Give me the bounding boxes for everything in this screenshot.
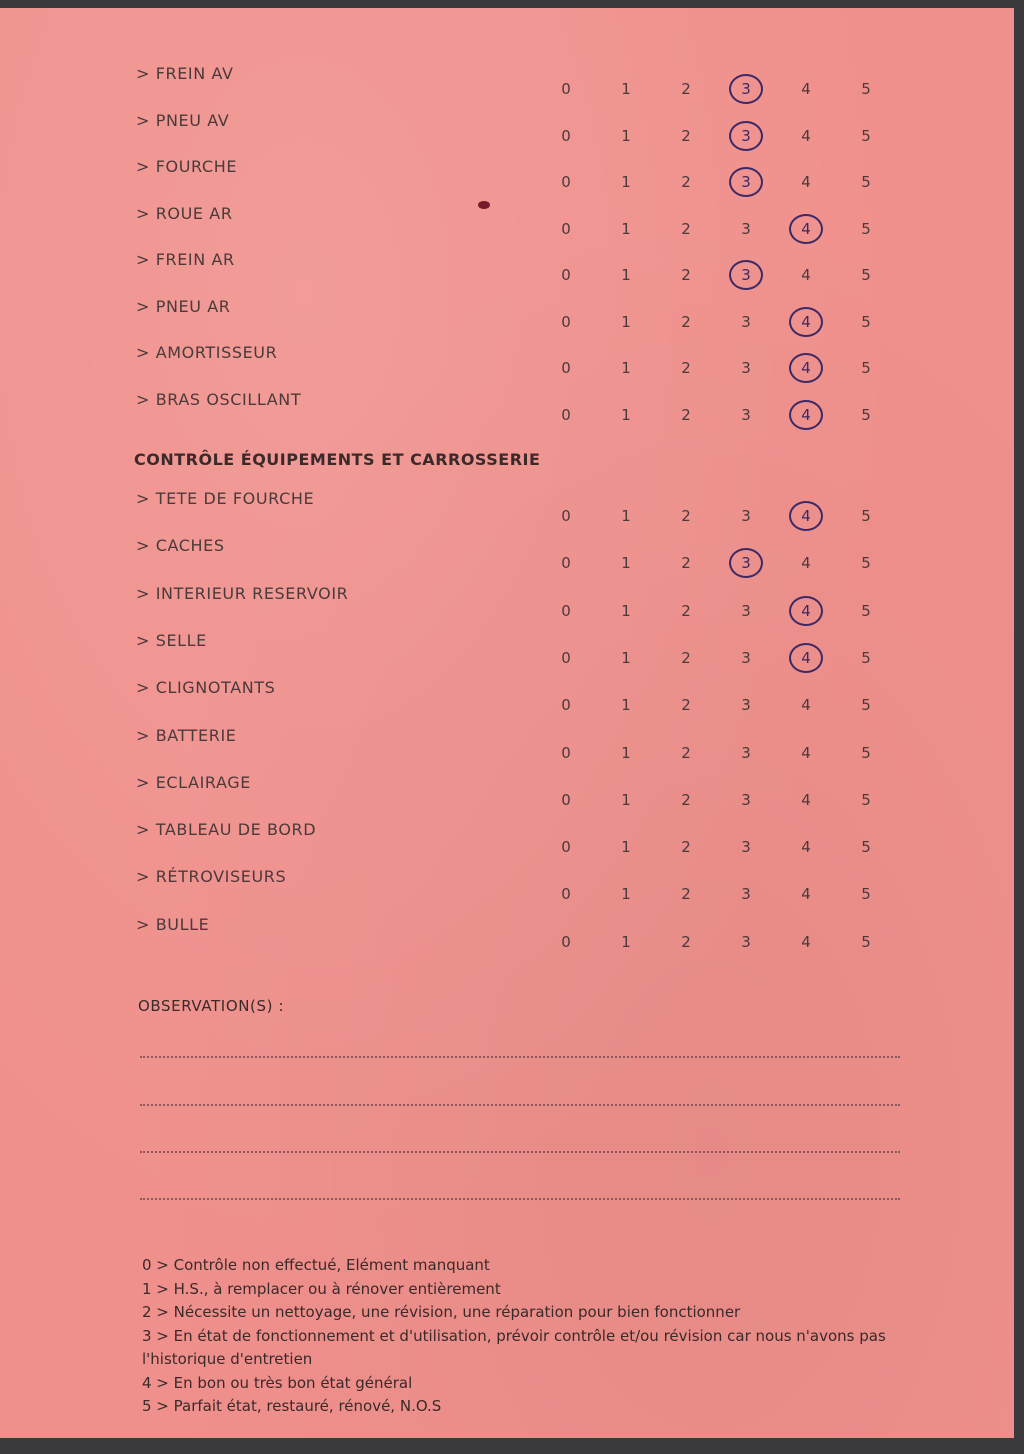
check-row	[0, 297, 1014, 343]
rating-option-5[interactable]: 5	[861, 932, 871, 951]
rating-option-0[interactable]: 0	[561, 80, 571, 98]
rating-option-2[interactable]: 2	[681, 80, 691, 98]
legend-item: 3 > En état de fonctionnement et d'utilisation, prévoir contrôle et/ou révision car nous n'avons pas l'historique d'entretien	[142, 1326, 886, 1368]
rating-option-5[interactable]: 5	[861, 312, 871, 331]
rating-option-4[interactable]: 4	[801, 885, 811, 904]
legend-item: 1 > H.S., à remplacer ou à rénover entièrement	[142, 1279, 501, 1298]
check-item-label: > SELLE	[136, 630, 207, 650]
rating-option-1[interactable]: 1	[621, 312, 631, 331]
rating-option-3[interactable]: 3	[741, 743, 751, 762]
rating-option-0[interactable]: 0	[561, 696, 571, 715]
rating-option-1[interactable]: 1	[621, 507, 631, 525]
rating-option-1[interactable]: 1	[621, 126, 631, 145]
check-row	[0, 867, 1014, 913]
check-row	[0, 204, 1014, 250]
rating-option-4[interactable]: 4	[791, 309, 821, 335]
rating-option-5[interactable]: 5	[861, 696, 871, 715]
check-row	[0, 678, 1014, 724]
rating-option-0[interactable]: 0	[561, 312, 571, 331]
check-item-label: > RÉTROVISEURS	[136, 867, 287, 887]
legend-item: 2 > Nécessite un nettoyage, une révision, une réparation pour bien fonctionner	[142, 1303, 741, 1321]
rating-option-0[interactable]: 0	[561, 219, 571, 238]
rating-option-1[interactable]: 1	[621, 266, 631, 284]
rating-option-1[interactable]: 1	[621, 601, 631, 620]
observation-line[interactable]	[140, 1198, 900, 1200]
check-item-label: > PNEU AV	[136, 110, 230, 130]
rating-option-4[interactable]: 4	[791, 598, 821, 624]
check-row	[0, 489, 1014, 535]
check-item-label: > ECLAIRAGE	[136, 772, 251, 792]
rating-option-5[interactable]: 5	[861, 648, 871, 667]
rating-option-2[interactable]: 2	[681, 743, 691, 762]
rating-option-1[interactable]: 1	[621, 219, 631, 238]
rating-option-0[interactable]: 0	[561, 885, 571, 904]
rating-option-4[interactable]: 4	[801, 266, 811, 284]
rating-option-3[interactable]: 3	[741, 838, 751, 857]
check-row	[0, 820, 1014, 866]
rating-option-0[interactable]: 0	[561, 838, 571, 857]
rating-option-1[interactable]: 1	[621, 790, 631, 809]
rating-option-4[interactable]: 4	[801, 554, 811, 573]
rating-option-5[interactable]: 5	[861, 743, 871, 762]
rating-option-4[interactable]: 4	[801, 743, 811, 762]
rating-option-2[interactable]: 2	[681, 405, 691, 424]
rating-option-2[interactable]: 2	[681, 885, 691, 904]
rating-option-3[interactable]: 3	[741, 885, 751, 904]
check-item-label: > BATTERIE	[136, 725, 237, 745]
section-title: CONTRÔLE ÉQUIPEMENTS ET CARROSSERIE	[134, 450, 541, 469]
check-row	[0, 726, 1014, 772]
rating-option-0[interactable]: 0	[561, 359, 571, 377]
rating-option-3[interactable]: 3	[741, 601, 751, 620]
rating-option-4[interactable]: 4	[801, 932, 811, 951]
check-item-label: > AMORTISSEUR	[136, 343, 278, 362]
rating-option-5[interactable]: 5	[861, 80, 871, 98]
rating-option-0[interactable]: 0	[561, 126, 571, 145]
check-row	[0, 773, 1014, 819]
check-item-label: > TABLEAU DE BORD	[136, 820, 317, 840]
rating-option-4[interactable]: 4	[791, 216, 821, 242]
rating-option-3[interactable]: 3	[741, 405, 751, 424]
rating-option-5[interactable]: 5	[861, 359, 871, 377]
rating-option-5[interactable]: 5	[861, 838, 871, 857]
observation-line[interactable]	[140, 1104, 900, 1106]
check-row	[0, 584, 1014, 630]
rating-option-5[interactable]: 5	[861, 790, 871, 809]
rating-option-2[interactable]: 2	[681, 266, 691, 284]
rating-option-4[interactable]: 4	[801, 80, 811, 98]
rating-option-2[interactable]: 2	[681, 126, 691, 145]
rating-option-4[interactable]: 4	[791, 503, 821, 529]
rating-option-5[interactable]: 5	[861, 266, 871, 284]
rating-option-4[interactable]: 4	[801, 696, 811, 715]
check-item-label: > FOURCHE	[136, 157, 238, 176]
rating-option-3[interactable]: 3	[731, 169, 761, 195]
check-row	[0, 343, 1014, 389]
observation-line[interactable]	[140, 1151, 900, 1153]
rating-option-2[interactable]: 2	[681, 554, 691, 573]
rating-option-2[interactable]: 2	[681, 601, 691, 620]
rating-option-4[interactable]: 4	[791, 402, 821, 428]
rating-option-0[interactable]: 0	[561, 601, 571, 620]
rating-option-2[interactable]: 2	[681, 838, 691, 857]
rating-option-5[interactable]: 5	[861, 507, 871, 525]
rating-option-1[interactable]: 1	[621, 648, 631, 667]
rating-option-5[interactable]: 5	[861, 554, 871, 573]
rating-option-3[interactable]: 3	[741, 932, 751, 951]
check-item-label: > INTERIEUR RESERVOIR	[136, 583, 349, 603]
rating-option-3[interactable]: 3	[741, 648, 751, 667]
rating-option-0[interactable]: 0	[561, 743, 571, 762]
rating-option-3[interactable]: 3	[731, 123, 761, 149]
check-item-label: > CACHES	[136, 536, 225, 556]
rating-option-3[interactable]: 3	[741, 790, 751, 809]
rating-option-3[interactable]: 3	[741, 359, 751, 377]
rating-option-2[interactable]: 2	[681, 359, 691, 377]
inspection-sheet	[0, 8, 1014, 1438]
rating-option-5[interactable]: 5	[861, 885, 871, 904]
rating-option-1[interactable]: 1	[621, 405, 631, 424]
rating-option-3[interactable]: 3	[731, 550, 761, 576]
rating-option-0[interactable]: 0	[561, 554, 571, 573]
check-item-label: > BRAS OSCILLANT	[136, 389, 302, 409]
rating-option-4[interactable]: 4	[801, 173, 811, 191]
rating-option-3[interactable]: 3	[741, 219, 751, 238]
observations-label: OBSERVATION(S) :	[138, 997, 285, 1015]
rating-option-0[interactable]: 0	[561, 405, 571, 424]
rating-option-2[interactable]: 2	[681, 219, 691, 238]
rating-option-1[interactable]: 1	[621, 743, 631, 762]
rating-option-0[interactable]: 0	[561, 932, 571, 951]
rating-option-1[interactable]: 1	[621, 80, 631, 98]
rating-option-5[interactable]: 5	[861, 126, 871, 145]
rating-option-3[interactable]: 3	[731, 76, 761, 102]
rating-option-1[interactable]: 1	[621, 838, 631, 857]
rating-option-2[interactable]: 2	[681, 312, 691, 331]
legend-item: 5 > Parfait état, restauré, rénové, N.O.S	[142, 1397, 442, 1415]
check-item-label: > CLIGNOTANTS	[136, 678, 276, 698]
check-row	[0, 631, 1014, 677]
check-row	[0, 390, 1014, 436]
rating-option-4[interactable]: 4	[801, 126, 811, 145]
rating-option-4[interactable]: 4	[801, 790, 811, 809]
rating-option-3[interactable]: 3	[741, 312, 751, 331]
rating-option-4[interactable]: 4	[791, 645, 821, 671]
rating-legend	[142, 1254, 902, 1419]
check-row	[0, 915, 1014, 961]
rating-option-3[interactable]: 3	[731, 262, 761, 288]
rating-option-5[interactable]: 5	[861, 601, 871, 620]
check-row	[0, 157, 1014, 203]
check-item-label: > ROUE AR	[136, 203, 233, 223]
rating-option-3[interactable]: 3	[741, 507, 751, 525]
rating-option-0[interactable]: 0	[561, 790, 571, 809]
rating-option-2[interactable]: 2	[681, 932, 691, 951]
rating-option-1[interactable]: 1	[621, 554, 631, 573]
rating-option-0[interactable]: 0	[561, 648, 571, 667]
check-item-label: > TETE DE FOURCHE	[136, 489, 315, 508]
legend-item: 0 > Contrôle non effectué, Elément manquant	[142, 1256, 490, 1274]
check-row	[0, 111, 1014, 157]
rating-option-1[interactable]: 1	[621, 696, 631, 715]
rating-option-1[interactable]: 1	[621, 173, 631, 191]
observation-line[interactable]	[140, 1056, 900, 1058]
rating-option-2[interactable]: 2	[681, 507, 691, 525]
rating-option-4[interactable]: 4	[801, 838, 811, 857]
legend-item: 4 > En bon ou très bon état général	[142, 1373, 413, 1392]
rating-option-2[interactable]: 2	[681, 173, 691, 191]
rating-option-2[interactable]: 2	[681, 790, 691, 809]
check-item-label: > FREIN AV	[136, 64, 234, 83]
rating-option-4[interactable]: 4	[791, 355, 821, 381]
rating-option-0[interactable]: 0	[561, 173, 571, 191]
rating-option-5[interactable]: 5	[861, 219, 871, 238]
rating-option-3[interactable]: 3	[741, 696, 751, 715]
rating-option-0[interactable]: 0	[561, 266, 571, 284]
check-item-label: > BULLE	[136, 914, 210, 934]
check-item-label: > PNEU AR	[136, 296, 231, 316]
rating-option-1[interactable]: 1	[621, 932, 631, 951]
rating-option-1[interactable]: 1	[621, 359, 631, 377]
check-row	[0, 250, 1014, 296]
rating-option-1[interactable]: 1	[621, 885, 631, 904]
check-row	[0, 536, 1014, 582]
check-row	[0, 64, 1014, 110]
rating-option-5[interactable]: 5	[861, 173, 871, 191]
check-item-label: > FREIN AR	[136, 250, 235, 269]
rating-option-5[interactable]: 5	[861, 405, 871, 424]
rating-option-0[interactable]: 0	[561, 507, 571, 525]
rating-option-2[interactable]: 2	[681, 696, 691, 715]
rating-option-2[interactable]: 2	[681, 648, 691, 667]
